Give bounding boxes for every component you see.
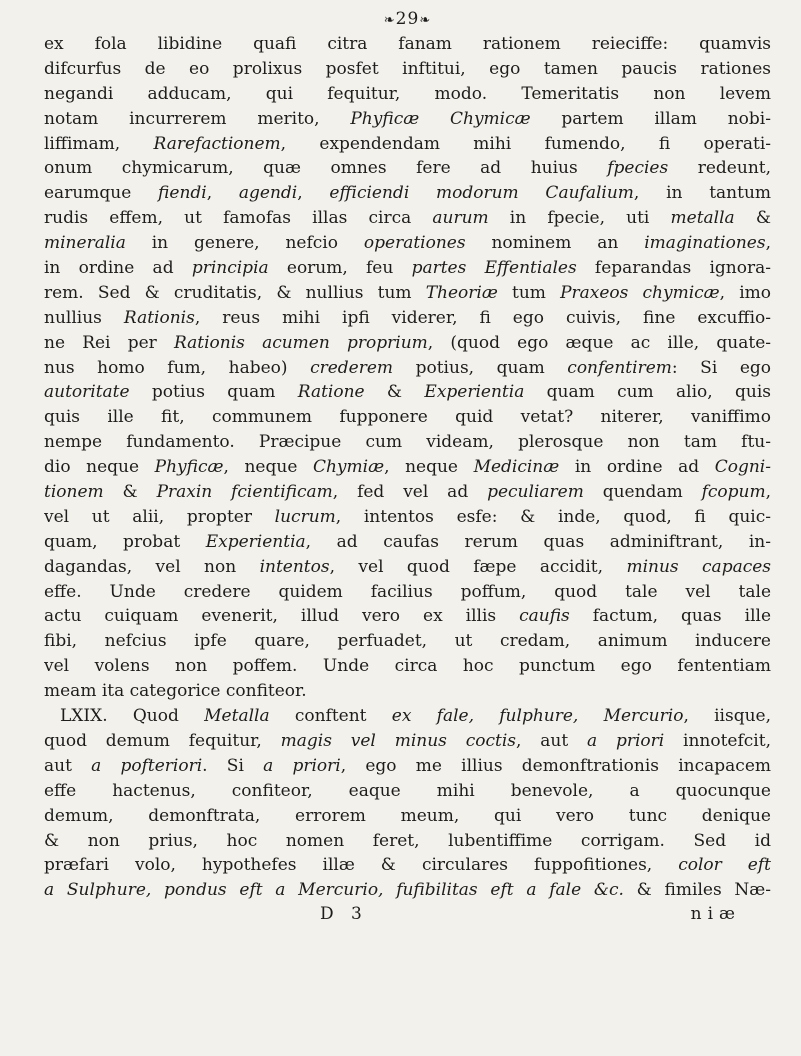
italic-segment: confentirem [567,357,672,378]
text-segment: , in tantum [633,183,771,204]
text-segment: eorum, feu [268,258,412,279]
text-segment: , reus mihi ipfi viderer, fi ego cuivis, fine excuffio- [194,307,771,328]
text-line [44,654,771,679]
text-segment: rudis effem, ut famofas illas circa [44,208,433,229]
italic-segment: imaginationes [644,233,766,254]
italic-segment: aurum [432,208,489,229]
text-segment: & [734,208,771,229]
text-segment: , vel quod fæpe accidit, [329,556,627,577]
text-segment: in ordine ad [44,258,192,279]
text-segment: meam ita categorice confiteor. [44,681,307,702]
text-segment: , expendendam mihi fumendo, fi operati- [280,133,771,154]
text-segment: earumque [44,183,159,204]
italic-segment: Praxin fcientificam [156,482,333,503]
italic-segment: fiendi [158,183,207,204]
page-header [44,8,771,30]
text-segment: tum [497,282,561,303]
text-segment: dio neque [44,457,155,478]
text-line [44,405,771,430]
text-line [44,580,771,605]
italic-segment: Ratione [297,382,365,403]
text-segment: quam cum alio, quis [524,382,771,403]
italic-segment: Rationis [123,307,195,328]
italic-segment: a pofteriori [91,755,203,776]
italic-segment: autoritate [44,382,130,403]
text-segment: potius, quam [393,357,568,378]
text-line [44,555,771,580]
text-segment: difcurfus de eo prolixus posfet inftitui, ego tamen paucis rationes [44,58,771,79]
italic-segment: Rationis acumen proprium [173,332,428,353]
text-segment: . Si [202,755,264,776]
italic-segment: Rarefactionem [153,133,281,154]
italic-segment: a priori [586,730,665,751]
text-segment: , neque [223,457,313,478]
text-segment: aut [44,755,92,776]
text-segment: actu cuiquam evenerit, illud vero ex illis [44,606,520,627]
italic-segment: Theoriæ [425,282,498,303]
text-line [44,629,771,654]
text-segment: negandi adducam, qui fequitur, modo. Temeritatis non levem [44,83,771,104]
text-segment: & non prius, hoc nomen feret, lubentiffime corrigam. Sed id [44,830,771,851]
text-segment: præfari volo, hypothefes illæ & circulares fuppofitiones, [44,855,679,876]
italic-segment: Chymiæ [312,457,385,478]
right-ornament-icon: ❧ [419,13,432,28]
text-line [44,231,771,256]
text-segment: notam incurrerem merito, [44,108,351,129]
text-segment: , [297,183,330,204]
italic-segment: metalla [670,208,735,229]
text-segment: , imo [719,282,771,303]
italic-segment: Experientia [205,531,306,552]
text-line [44,281,771,306]
italic-segment: Metalla [204,706,270,727]
text-segment: in genere, nefcio [125,233,364,254]
italic-segment: tionem [44,482,104,503]
text-segment: partem illam nobi- [530,108,771,129]
text-line [44,604,771,629]
text-line [44,729,771,754]
page-number: 29 [395,9,420,29]
italic-segment: fpecies [607,158,669,179]
text-line [44,430,771,455]
text-line [44,779,771,804]
text-line [44,107,771,132]
text-line [44,331,771,356]
text-line [44,256,771,281]
text-line [44,132,771,157]
text-segment: feparandas ignora- [576,258,771,279]
italic-segment: intentos [259,556,330,577]
text-segment: & [364,382,425,403]
body-text [44,32,771,903]
text-line [44,156,771,181]
text-segment: in ordine ad [559,457,715,478]
italic-segment: principia [191,258,269,279]
italic-segment: color eft [678,855,771,876]
text-segment: , aut [516,730,587,751]
italic-segment: partes Effentiales [411,258,577,279]
text-segment: LXIX. Quod [60,706,205,727]
text-segment: dagandas, vel non [44,556,260,577]
italic-segment: minus capaces [626,556,771,577]
text-segment: nempe fundamento. Præcipue cum videam, plerosque non tam ftu- [44,432,771,453]
italic-segment: magis vel minus coctis [280,730,516,751]
text-segment: potius quam [129,382,298,403]
text-line [44,206,771,231]
text-segment: in fpecie, uti [488,208,671,229]
text-segment: effe. Unde credere quidem facilius poffum, quod tale vel tale [44,581,771,602]
text-segment: , (quod ego æque ac ille, quate- [427,332,771,353]
text-line [44,530,771,555]
text-segment: , [765,482,771,503]
italic-segment: crederem [310,357,394,378]
text-segment: redeunt, [668,158,771,179]
text-segment: ex fola libidine quafi citra fanam rationem reieciffe: quamvis [44,34,771,54]
text-segment: factum, quas ille [569,606,771,627]
text-segment: quendam [583,482,702,503]
text-line [44,754,771,779]
text-segment: quod demum fequitur, [44,730,281,751]
italic-segment: Medicinæ [473,457,560,478]
text-line [44,455,771,480]
text-line [44,306,771,331]
text-segment: vel volens non poffem. Unde circa hoc punctum ego fententiam [44,656,771,677]
italic-segment: a priori [263,755,341,776]
text-line [44,57,771,82]
text-segment: & [103,482,157,503]
italic-segment: Experientia [424,382,525,403]
text-segment: , iisque, [683,706,771,727]
text-line [44,853,771,878]
text-line [44,32,771,57]
text-segment: nullius [44,307,124,328]
text-segment: rem. Sed & cruditatis, & nullius tum [44,282,426,303]
text-segment: , ad caufas rerum quas adminiftrant, in- [305,531,771,552]
text-segment: , ego me illius demonftrationis incapacem [340,755,771,776]
text-segment: vel ut alii, propter [44,506,275,527]
text-segment: , [765,233,771,254]
text-line [44,82,771,107]
catchword: niæ [690,904,741,925]
text-segment: nominem an [465,233,645,254]
text-line [44,181,771,206]
text-line [44,380,771,405]
text-segment: nus homo fum, habeo) [44,357,311,378]
text-segment: conftent [269,706,392,727]
italic-segment: ex fale, fulphure, Mercurio [391,706,684,727]
signature-mark: D 3 [319,904,368,925]
text-line [44,356,771,381]
italic-segment: operationes [363,233,466,254]
text-line [44,505,771,530]
text-segment: quam, probat [44,531,206,552]
italic-segment: agendi [238,183,298,204]
text-segment: onum chymicarum, quæ omnes fere ad huius [44,158,608,179]
left-ornament-icon: ❧ [383,13,396,28]
text-segment: & fimiles Næ- [623,880,771,901]
italic-segment: Cogni- [714,457,771,478]
text-line [44,829,771,854]
italic-segment: peculiarem [487,482,584,503]
page-footer [44,903,771,925]
text-line [44,480,771,505]
italic-segment: mineralia [44,233,126,254]
italic-segment: Praxeos chymicæ [560,282,720,303]
text-line [44,704,771,729]
italic-segment: caufis [519,606,570,627]
text-segment: , fed vel ad [332,482,488,503]
text-segment: , intentos esfe: & inde, quod, fi quic- [335,506,771,527]
text-segment: demum, demonftrata, errorem meum, qui vero tunc denique [44,805,771,826]
italic-segment: fcopum [701,482,766,503]
text-line [44,878,771,903]
text-segment: fibi, nefcius ipfe quare, perfuadet, ut credam, animum inducere [44,631,771,652]
text-line [44,804,771,829]
text-segment: : Si ego [671,357,771,378]
italic-segment: Phyficæ Chymicæ [350,108,531,129]
italic-segment: a Sulphure, pondus eft a Mercurio, fufibilitas eft a fale &c. [44,880,624,901]
text-segment: , neque [384,457,474,478]
italic-segment: lucrum [274,506,336,527]
text-segment: , [206,183,239,204]
text-segment: effe hactenus, confiteor, eaque mihi benevole, a quocunque [44,780,771,801]
italic-segment: Phyficæ [154,457,224,478]
text-segment: innotefcit, [664,730,771,751]
text-line [44,679,771,704]
text-segment: quis ille fit, communem fupponere quid vetat? niterer, vaniffimo [44,407,771,428]
italic-segment: efficiendi modorum Caufalium [329,183,634,204]
text-segment: ne Rei per [44,332,174,353]
text-segment: liffimam, [44,133,154,154]
